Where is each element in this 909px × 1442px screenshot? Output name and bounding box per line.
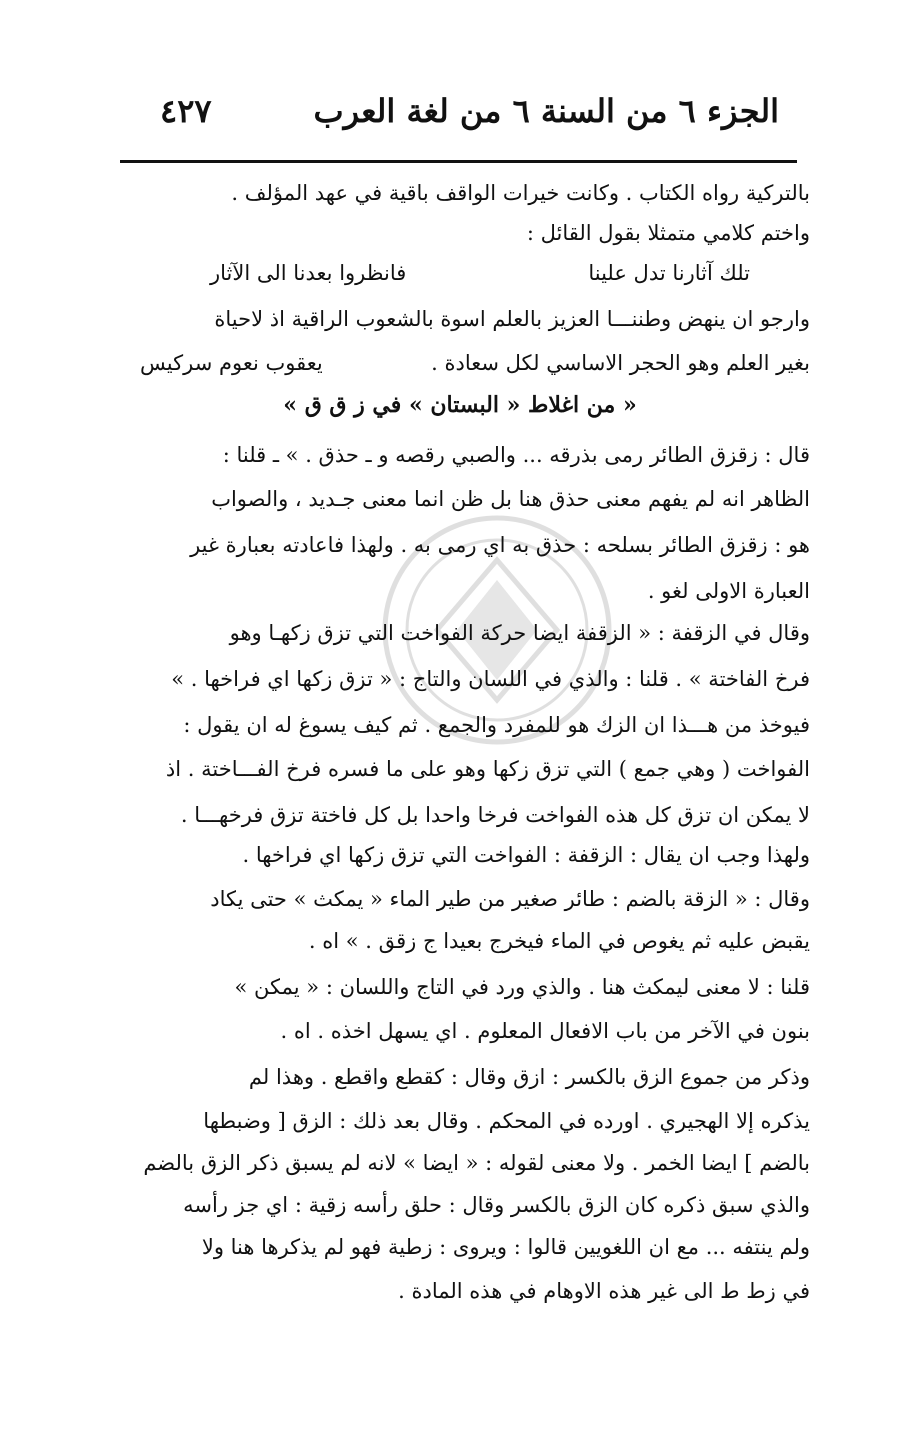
signature-line <box>110 340 810 386</box>
paragraph-line: ولم ينتفه ... مع ان اللغويين قالوا : ويروى : زطية فهو لم يذكرها هنا ولا <box>201 1235 810 1259</box>
paragraph-line: العبارة الاولى لغو . <box>647 579 810 603</box>
author-signature: يعقوب نعوم سركيس <box>140 351 323 375</box>
paragraph-line: وقال : « الزقة بالضم : طائر صغير من طير الماء « يمكث » حتى يكاد <box>210 887 810 911</box>
page-header <box>112 78 779 156</box>
paragraph-line: في زط ط الى غير هذه الاوهام في هذه المادة . <box>398 1279 810 1303</box>
text-line: واختم كلامي متمثلا بقول القائل : <box>526 221 810 245</box>
header-rule <box>120 160 797 163</box>
verse-first-hemistich: تلك آثارنا تدل علينا <box>588 261 750 285</box>
text-line: بالتركية رواه الكتاب . وكانت خيرات الواقف باقية في عهد المؤلف . <box>231 181 810 205</box>
paragraph-line: هو : زقزق الطائر بسلحه : حذق به اي رمى به . ولهذا فاعادته بعبارة غير <box>190 533 810 557</box>
paragraph-line: ولهذا وجب ان يقال : الزقفة : الفواخت التي تزق زكها اي فراخها . <box>242 843 810 867</box>
paragraph-line: قال : زقزق الطائر رمى بذرقه ... والصبي رقصه و ـ حذق . » ـ قلنا : <box>222 443 810 467</box>
running-title: الجزء ٦ من السنة ٦ من لغة العرب <box>313 92 779 130</box>
paragraph-line: فيوخذ من هـــذا ان الزك هو للمفرد والجمع . ثم كيف يسوغ له ان يقول : <box>183 713 810 737</box>
paragraph-line: وذكر من جموع الزق بالكسر : ازق وقال : كقطع واقطع . وهذا لم <box>248 1065 810 1089</box>
paragraph-line: قلنا : لا معنى ليمكث هنا . والذي ورد في التاج واللسان : « يمكن » <box>234 975 810 999</box>
paragraph-line: لا يمكن ان تزق كل هذه الفواخت فرخا واحدا بل كل فاختة تزق فرخهـــا . <box>180 803 810 827</box>
paragraph-line: فرخ الفاختة » . قلنا : والذي في اللسان والتاج : « تزق زكها اي فراخها . » <box>171 667 810 691</box>
paragraph-line: بالضم ] ايضا الخمر . ولا معنى لقوله : « ايضا » لانه لم يسبق ذكر الزق بالضم <box>143 1151 810 1175</box>
section-title: « من اغلاط « البستان » في ز ق ق » <box>283 392 637 418</box>
text-line: وارجو ان ينهض وطننـــا العزيز بالعلم اسوة بالشعوب الراقية اذ لاحياة <box>214 307 810 331</box>
paragraph-line: الفواخت ( وهي جمع ) التي تزق زكها وهو على ما فسره فرخ الفـــاختة . اذ <box>165 757 810 781</box>
verse-second-hemistich: فانظروا بعدنا الى الآثار <box>210 261 407 285</box>
closing-text: بغير العلم وهو الحجر الاساسي لكل سعادة . <box>431 351 810 375</box>
paragraph-line: والذي سبق ذكره كان الزق بالكسر وقال : حلق رأسه زقية : اي جز رأسه <box>183 1193 810 1217</box>
paragraph-line: يذكره إلا الهجيري . اورده في المحكم . وقال بعد ذلك : الزق [ وضبطها <box>203 1109 810 1133</box>
paragraph-line: وقال في الزقفة : « الزقفة ايضا حركة الفواخت التي تزق زكهـا وهو <box>229 621 810 645</box>
paragraph-line: بنون في الآخر من باب الافعال المعلوم . اي يسهل اخذه . اه . <box>280 1019 810 1043</box>
paragraph-line: الظاهر انه لم يفهم معنى حذق هنا بل ظن انما معنى جـديد ، والصواب <box>211 487 810 511</box>
page-number: ٤٢٧ <box>160 92 212 130</box>
verse-line <box>110 250 810 296</box>
paragraph-line: يقبض عليه ثم يغوص في الماء فيخرج بعيدا ج زقق . » اه . <box>308 929 810 953</box>
